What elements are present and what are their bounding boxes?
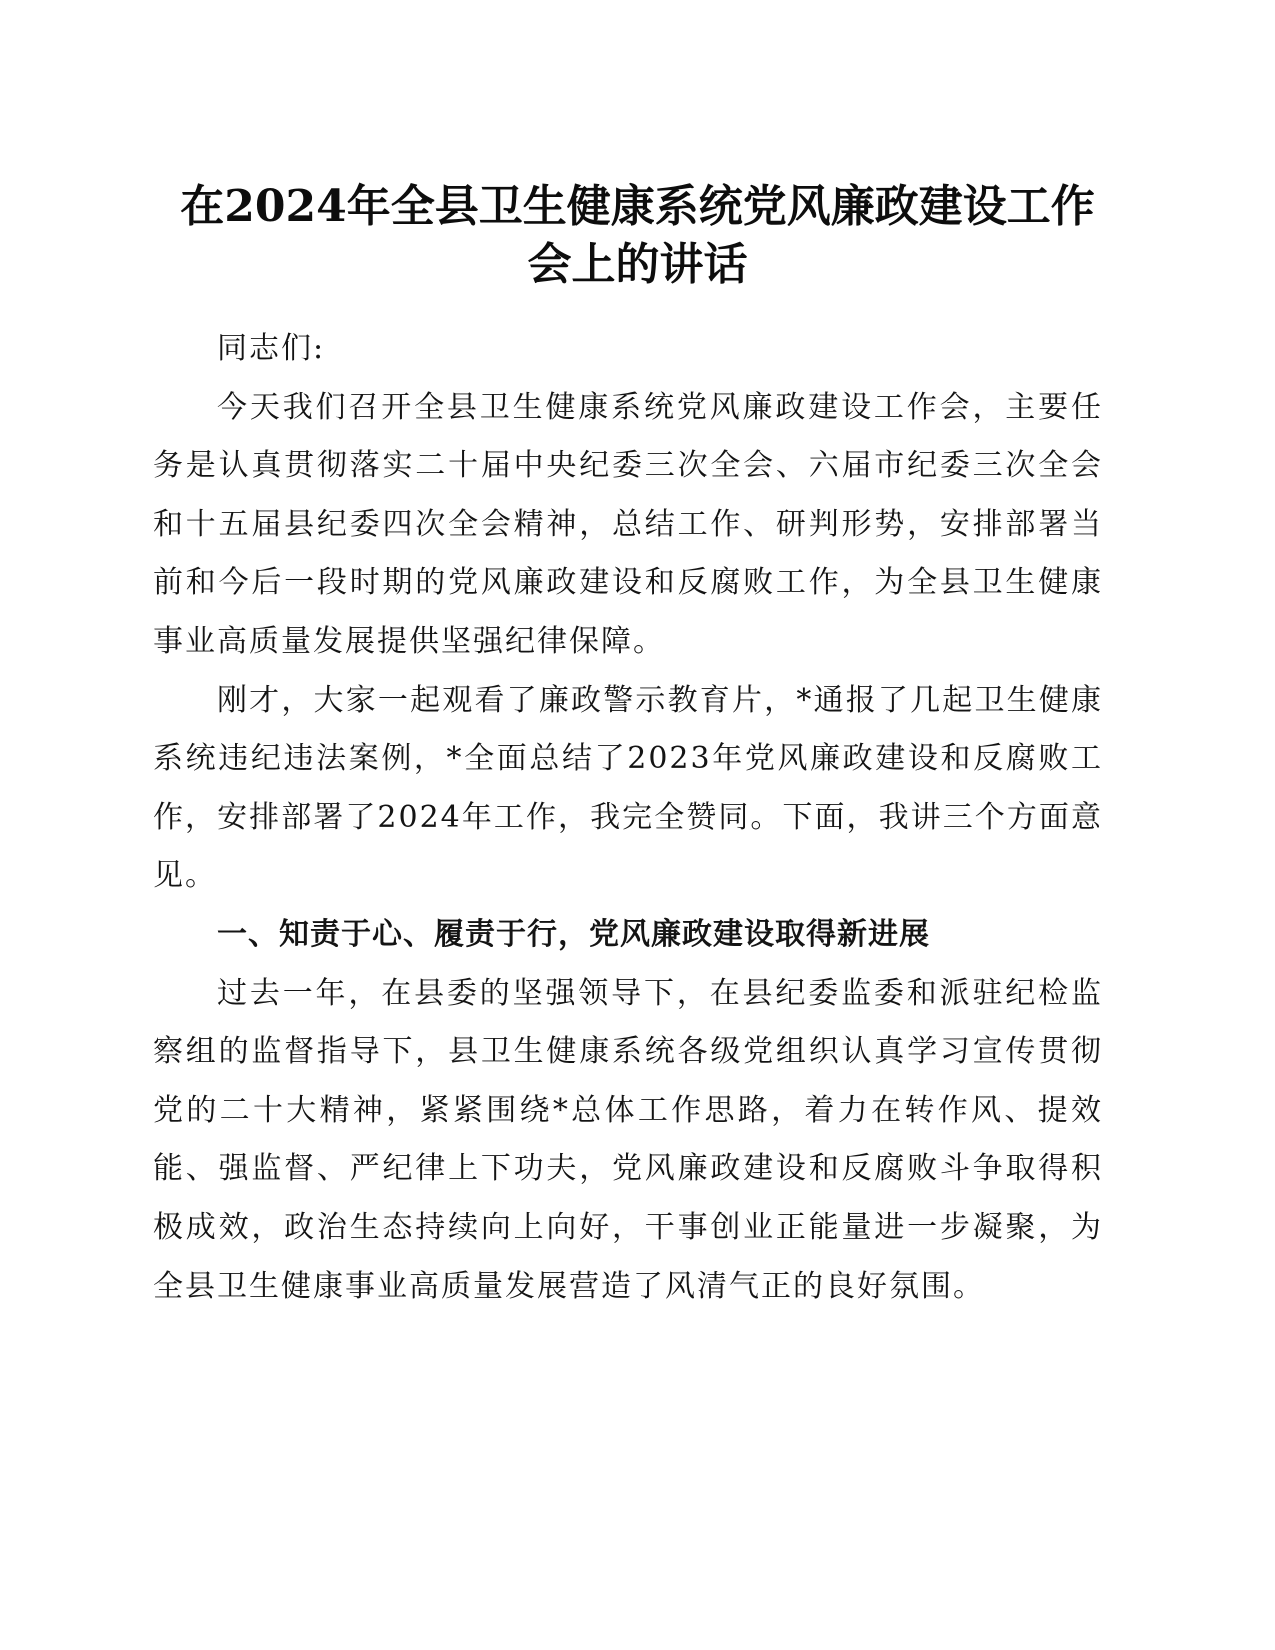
- section-paragraph: 过去一年，在县委的坚强领导下，在县纪委监委和派驻纪检监察组的监督指导下，县卫生健康系统各级党组织认真学习宣传贯彻党的二十大精神，紧紧围绕*总体工作思路，着力在转作风、提效能、强监督、严纪律上下功夫，党风廉政建设和反腐败斗争取得积极成效，政治生态持续向上向好，干事创业正能量进一步凝聚，为全县卫生健康事业高质量发展营造了风清气正的良好氛围。: [153, 975, 1103, 1304]
- salutation: 同志们:: [217, 331, 326, 366]
- document-title: [140, 178, 1135, 294]
- section-heading: 一、知责于心、履责于行，党风廉政建设取得新进展: [217, 916, 930, 952]
- title-line-2: 会上的讲话: [527, 239, 748, 290]
- document-body: [153, 320, 1103, 1316]
- paragraph-intro: 今天我们召开全县卫生健康系统党风廉政建设工作会，主要任务是认真贯彻落实二十届中央纪委三次全会、六届市纪委三次全会和十五届县纪委四次全会精神，总结工作、研判形势，安排部署当前和今后一段时期的党风廉政建设和反腐败工作，为全县卫生健康事业高质量发展提供坚强纪律保障。: [153, 389, 1103, 659]
- paragraph-summary: 刚才，大家一起观看了廉政警示教育片，*通报了几起卫生健康系统违纪违法案例，*全面总结了2023年党风廉政建设和反腐败工作，安排部署了2024年工作，我完全赞同。下面，我讲三个方面意见。: [153, 682, 1103, 894]
- title-line-1: 在2024年全县卫生健康系统党风廉政建设工作: [180, 181, 1095, 232]
